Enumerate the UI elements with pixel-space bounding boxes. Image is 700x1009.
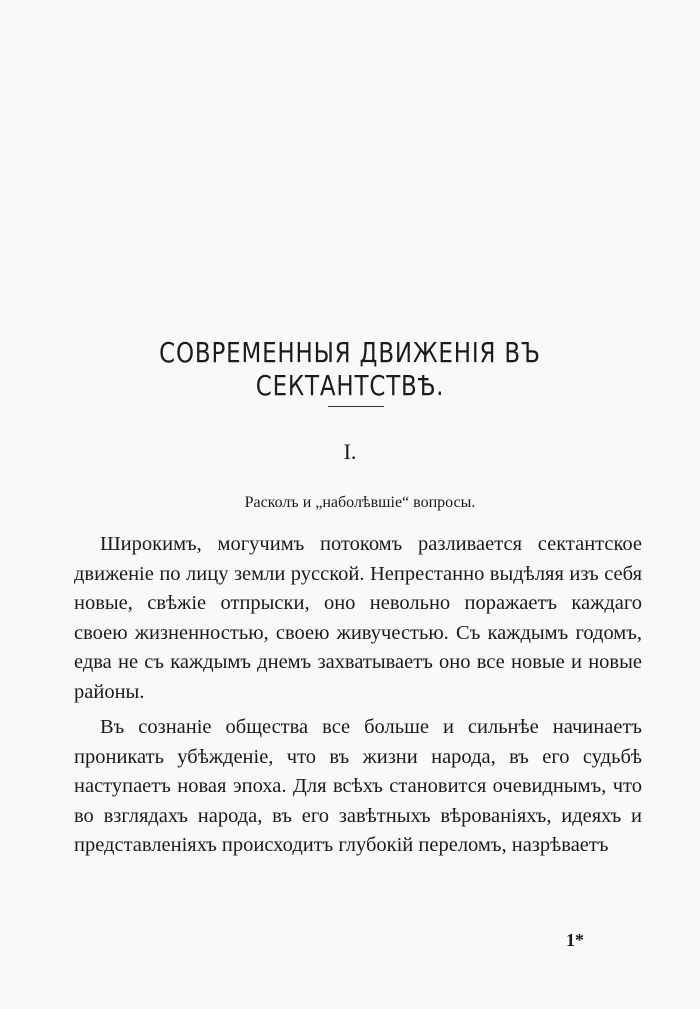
paragraph-2: Въ сознаніе общества все больше и сильнѣе начинаетъ проникать убѣжденіе, что въ жизни народа, въ его судьбѣ наступаетъ новая эпоха. Для всѣхъ становится очевиднымъ, что во взглядахъ народа, въ его завѣтныхъ вѣрованіяхъ, идеяхъ и представленіяхъ происходитъ глубокій переломъ, назрѣваетъ — [74, 716, 642, 856]
body-text — [74, 530, 642, 861]
title-divider — [328, 406, 384, 407]
chapter-number: I. — [343, 439, 357, 464]
page-title: СОВРЕМЕННЫЯ ДВИЖЕНІЯ ВЪ СЕКТАНТСТВѢ. — [159, 336, 541, 402]
chapter-subtitle: Расколъ и „наболѣвшіе“ вопросы. — [244, 494, 476, 511]
paragraph-1: Широкимъ, могучимъ потокомъ разливается сектантское движеніе по лицу земли русской. Непрестанно выдѣляя изъ себя новые, свѣжіе отпрыски, оно невольно поражаетъ каждаго своею жизненностью, своею живучестью. Съ каждымъ годомъ, едва не съ каждымъ днемъ захватываетъ оно все новые и новые районы. — [74, 533, 642, 703]
page-number: 1* — [566, 930, 584, 950]
